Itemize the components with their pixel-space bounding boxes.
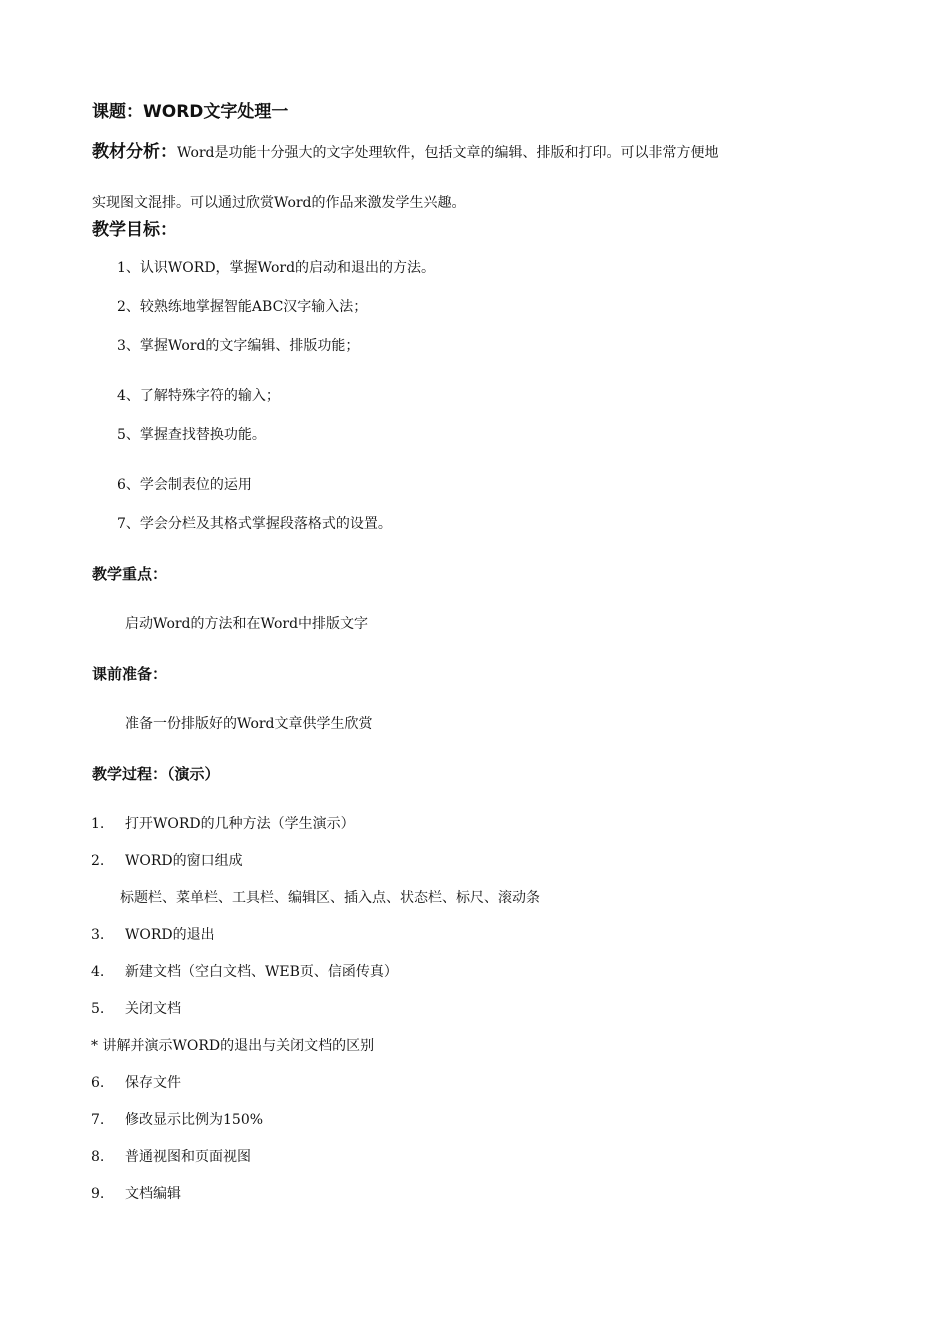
step-number: 8. <box>91 1149 105 1165</box>
goal-item: 4、了解特殊字符的输入； <box>117 388 280 404</box>
step-text: 文档编辑 <box>125 1186 181 1202</box>
step-text: WORD的退出 <box>125 927 215 943</box>
analysis-line-1: Word是功能十分强大的文字处理软件，包括文章的编辑、排版和打印。可以非常方便地 <box>177 145 719 161</box>
process-step <box>91 1002 181 1016</box>
process-step <box>91 1150 251 1164</box>
document-title <box>92 104 288 121</box>
step-number: 4. <box>91 964 105 980</box>
preparation-heading: 课前准备： <box>92 665 168 683</box>
process-step <box>91 817 355 831</box>
process-step <box>91 854 243 868</box>
goal-item: 3、掌握Word的文字编辑、排版功能； <box>117 338 360 354</box>
process-step <box>91 928 215 942</box>
process-step <box>91 1187 181 1201</box>
process-step <box>91 1113 263 1127</box>
process-step-note: * 讲解并演示WORD的退出与关闭文档的区别 <box>91 1038 375 1054</box>
goal-item: 7、学会分栏及其格式掌握段落格式的设置。 <box>117 516 392 532</box>
step-number: 9. <box>91 1186 105 1202</box>
process-step-detail: 标题栏、菜单栏、工具栏、编辑区、插入点、状态栏、标尺、滚动条 <box>120 890 540 906</box>
goal-item: 6、学会制表位的运用 <box>117 477 252 493</box>
process-step <box>91 965 398 979</box>
title-label: 课题： <box>92 102 143 122</box>
step-number: 5. <box>91 1001 105 1017</box>
key-points-text: 启动Word的方法和在Word中排版文字 <box>125 616 369 632</box>
goals-heading: 教学目标： <box>92 220 177 240</box>
process-step <box>91 1076 181 1090</box>
step-text: 保存文件 <box>125 1075 181 1091</box>
title-text: WORD文字处理一 <box>143 102 289 122</box>
goal-item: 1、认识WORD，掌握Word的启动和退出的方法。 <box>117 260 436 276</box>
step-text: WORD的窗口组成 <box>125 853 243 869</box>
key-points-heading: 教学重点： <box>92 565 168 583</box>
step-number: 2. <box>91 853 105 869</box>
step-text: 关闭文档 <box>125 1001 181 1017</box>
step-text: 修改显示比例为150% <box>125 1112 264 1128</box>
step-number: 6. <box>91 1075 105 1091</box>
goal-item: 5、掌握查找替换功能。 <box>117 427 266 443</box>
preparation-text: 准备一份排版好的Word文章供学生欣赏 <box>125 716 373 732</box>
goal-item: 2、较熟练地掌握智能ABC汉字输入法； <box>117 299 368 315</box>
step-text: 普通视图和页面视图 <box>125 1149 251 1165</box>
analysis-paragraph <box>92 144 719 161</box>
step-text: 新建文档（空白文档、WEB页、信函传真） <box>125 964 398 980</box>
step-number: 1. <box>91 816 105 832</box>
step-number: 7. <box>91 1112 105 1128</box>
analysis-label: 教材分析： <box>92 142 177 162</box>
process-heading: 教学过程：（演示） <box>92 765 220 783</box>
analysis-line-2: 实现图文混排。可以通过欣赏Word的作品来激发学生兴趣。 <box>92 195 466 211</box>
step-text: 打开WORD的几种方法（学生演示） <box>125 816 355 832</box>
step-number: 3. <box>91 927 105 943</box>
